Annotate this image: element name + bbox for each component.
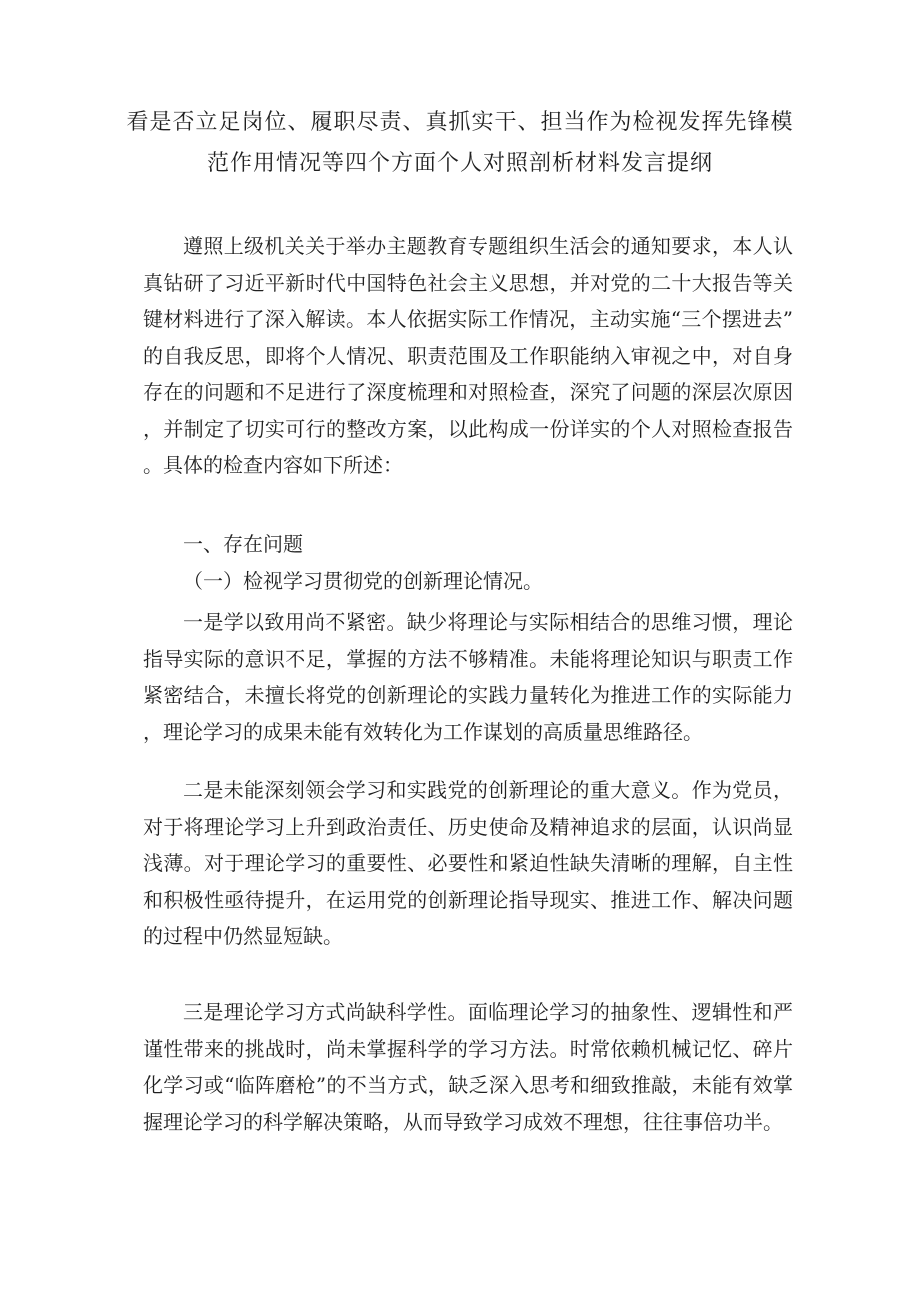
subsection-heading-block bbox=[143, 563, 793, 600]
paragraph-3: 三是理论学习方式尚缺科学性。面临理论学习的抽象性、逻辑性和严谨性带来的挑战时，尚未掌握科学的学习方法。时常依赖机械记忆、碎片化学习或“临阵磨枪”的不当方式，缺乏深入思考和细致推敲，未能有效掌握理论学习的科学解决策略，从而导致学习成效不理想，往往事倍功半。 bbox=[143, 1000, 793, 1134]
subsection-heading: （一）检视学习贯彻党的创新理论情况。 bbox=[183, 569, 543, 593]
document-title-line-2: 范作用情况等四个方面个人对照剖析材料发言提纲 bbox=[206, 151, 713, 176]
section-heading: 一、存在问题 bbox=[183, 532, 303, 556]
intro-paragraph: 遵照上级机关关于举办主题教育专题组织生活会的通知要求，本人认真钻研了习近平新时代中国特色社会主义思想，并对党的二十大报告等关键材料进行了深入解读。本人依据实际工作情况，主动实施“三个摆进去”的自我反思，即将个人情况、职责范围及工作职能纳入审视之中，对自身存在的问题和不足进行了深度梳理和对照检查，深究了问题的深层次原因，并制定了切实可行的整改方案，以此构成一份详实的个人对照检查报告。具体的检查内容如下所述： bbox=[143, 234, 793, 477]
paragraph-2: 二是未能深刻领会学习和实践党的创新理论的重大意义。作为党员，对于将理论学习上升到政治责任、历史使命及精神追求的层面，认识尚显浅薄。对于理论学习的重要性、必要性和紧迫性缺失清晰的理解，自主性和积极性亟待提升，在运用党的创新理论指导现实、推进工作、解决问题的过程中仍然显短缺。 bbox=[143, 778, 793, 948]
paragraph-block-3 bbox=[143, 994, 793, 1140]
paragraph-block-2 bbox=[143, 772, 793, 955]
paragraph-1: 一是学以致用尚不紧密。缺少将理论与实际相结合的思维习惯，理论指导实际的意识不足，掌握的方法不够精准。未能将理论知识与职责工作紧密结合，未擅长将党的创新理论的实践力量转化为推进工作的实际能力，理论学习的成果未能有效转化为工作谋划的高质量思维路径。 bbox=[143, 610, 793, 744]
paragraph-block-1 bbox=[143, 604, 793, 750]
document-title-line-1: 看是否立足岗位、履职尽责、真抓实干、担当作为检视发挥先锋模 bbox=[126, 110, 794, 135]
intro-block bbox=[143, 228, 793, 484]
section-heading-block bbox=[143, 526, 793, 563]
